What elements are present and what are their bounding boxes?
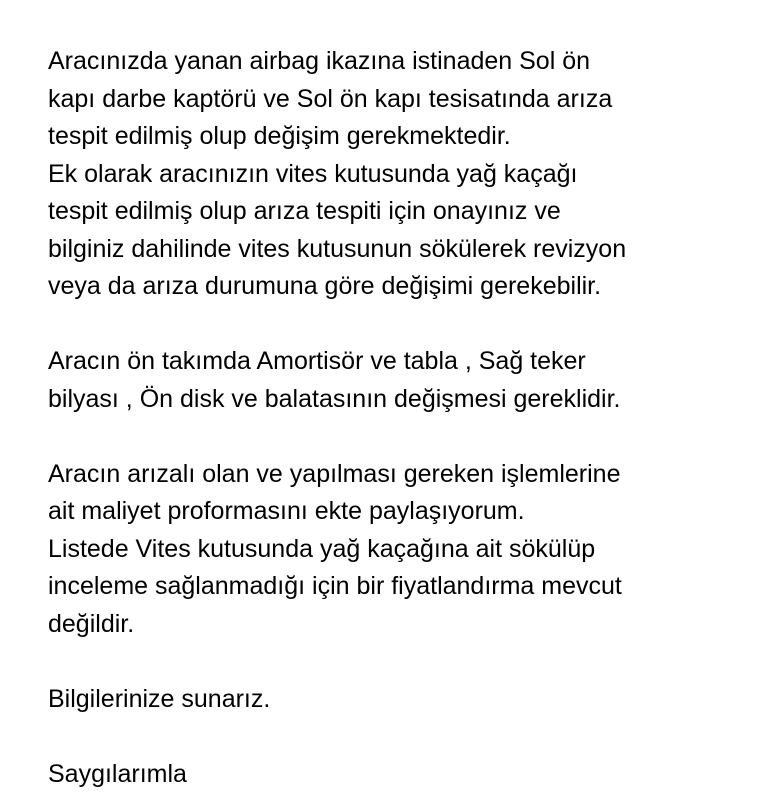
message-body bbox=[48, 0, 748, 793]
message-line: Aracınızda yanan airbag ikazına istinaden Sol ön bbox=[48, 43, 748, 81]
message-line: bilginiz dahilinde vites kutusunun sökülerek revizyon bbox=[48, 231, 748, 269]
signoff-line: Saygılarımla bbox=[48, 756, 748, 793]
message-line: Listede Vites kutusunda yağ kaçağına ait sökülüp bbox=[48, 531, 748, 569]
paragraph-gap bbox=[48, 306, 748, 344]
message-line: Ek olarak aracınızın vites kutusunda yağ kaçağı bbox=[48, 156, 748, 194]
message-line: Aracın arızalı olan ve yapılması gereken işlemlerine bbox=[48, 456, 748, 494]
message-line: ait maliyet proformasını ekte paylaşıyorum. bbox=[48, 493, 748, 531]
paragraph-airbag-gearbox bbox=[48, 43, 748, 306]
message-line: inceleme sağlanmadığı için bir fiyatlandırma mevcut bbox=[48, 568, 748, 606]
message-line: tespit edilmiş olup arıza tespiti için onayınız ve bbox=[48, 193, 748, 231]
paragraph-gap bbox=[48, 418, 748, 456]
message-line: bilyası , Ön disk ve balatasının değişmesi gereklidir. bbox=[48, 381, 748, 419]
paragraph-gap bbox=[48, 6, 748, 44]
message-line: Aracın ön takımda Amortisör ve tabla , Sağ teker bbox=[48, 343, 748, 381]
paragraph-gap bbox=[48, 643, 748, 681]
message-line: tespit edilmiş olup değişim gerekmektedir. bbox=[48, 118, 748, 156]
closing-line: Bilgilerinize sunarız. bbox=[48, 681, 748, 719]
message-line: veya da arıza durumuna göre değişimi gerekebilir. bbox=[48, 268, 748, 306]
message-line: kapı darbe kaptörü ve Sol ön kapı tesisatında arıza bbox=[48, 81, 748, 119]
message-line: değildir. bbox=[48, 606, 748, 644]
paragraph-front-suspension bbox=[48, 343, 748, 418]
paragraph-cost-proforma bbox=[48, 456, 748, 644]
paragraph-gap bbox=[48, 718, 748, 756]
